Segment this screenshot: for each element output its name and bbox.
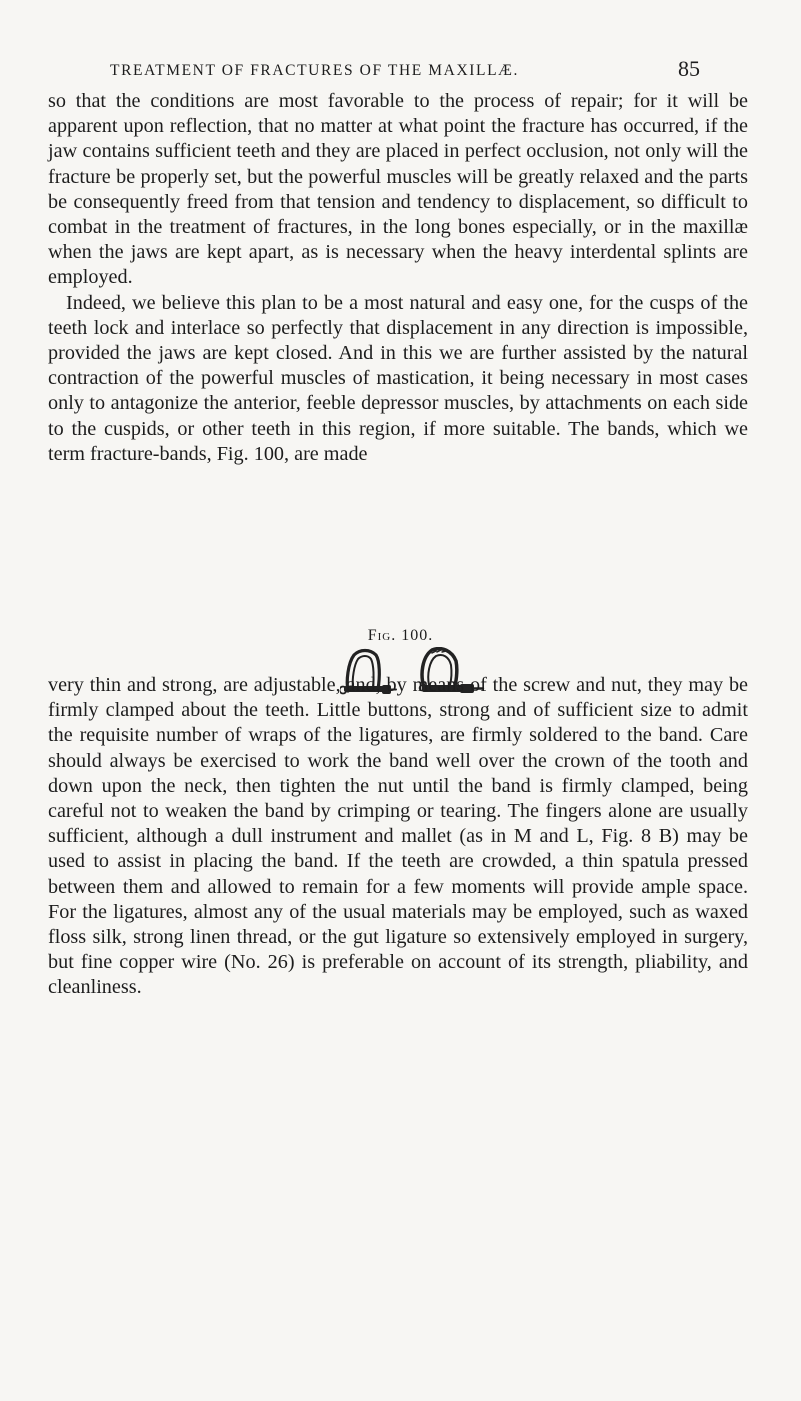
body-text-after-figure: [48, 673, 748, 1001]
page-number: 85: [678, 56, 700, 81]
figure-caption: Fig. 100.: [367, 627, 434, 644]
paragraph-1: so that the conditions are most favorable to the process of repair; for it will be apparent upon reflection, that no matter at what point the fracture has occurred, if the jaw contains sufficient teeth and they are placed in perfect occlusion, not only will the fracture be properly set, but the powerful muscles will be greatly relaxed and the parts be consequently freed from that tension and tendency to displacement, so difficult to combat in the treatment of fractures, in the long bones especially, or in the maxillæ when the jaws are kept apart, as is necessary when the heavy interdental splints are employed.: [48, 90, 748, 289]
running-title: TREATMENT OF FRACTURES OF THE MAXILLÆ.: [110, 62, 520, 79]
paragraph-3: very thin and strong, are adjustable, and, by means of the screw and nut, they may be firmly clamped about the teeth. Little buttons, strong and of sufficient size to admit the requisite number of wraps of the ligatures, are firmly soldered to the band. Care should always be exercised to work the band well over the crown of the tooth and down upon the neck, then tighten the nut until the band is firmly clamped, being careful not to weaken the band by crimping or tearing. The fingers alone are usually sufficient, although a dull instrument and mallet (as in M and L, Fig. 8 B) may be used to assist in placing the band. If the teeth are crowded, a thin spatula pressed between them and allowed to remain for a few moments will provide ample space. For the ligatures, almost any of the usual materials may be employed, such as waxed floss silk, strong linen thread, or the gut ligature so extensively employed in surgery, but fine copper wire (No. 26) is preferable on account of its strength, pliability, and cleanliness.: [48, 674, 748, 999]
paragraph-2: Indeed, we believe this plan to be a most natural and easy one, for the cusps of the teeth lock and interlace so perfectly that displacement in any direction is impossible, provided the jaws are kept closed. And in this we are further assisted by the natural contraction of the powerful muscles of mastication, it being necessary in most cases only to antagonize the anterior, feeble depressor muscles, by attachments on each side to the cuspids, or other teeth in this region, if more suitable. The bands, which we term fracture-bands, Fig. 100, are made: [48, 291, 748, 465]
body-text-before-figure: [48, 89, 748, 467]
running-header: [110, 58, 700, 86]
